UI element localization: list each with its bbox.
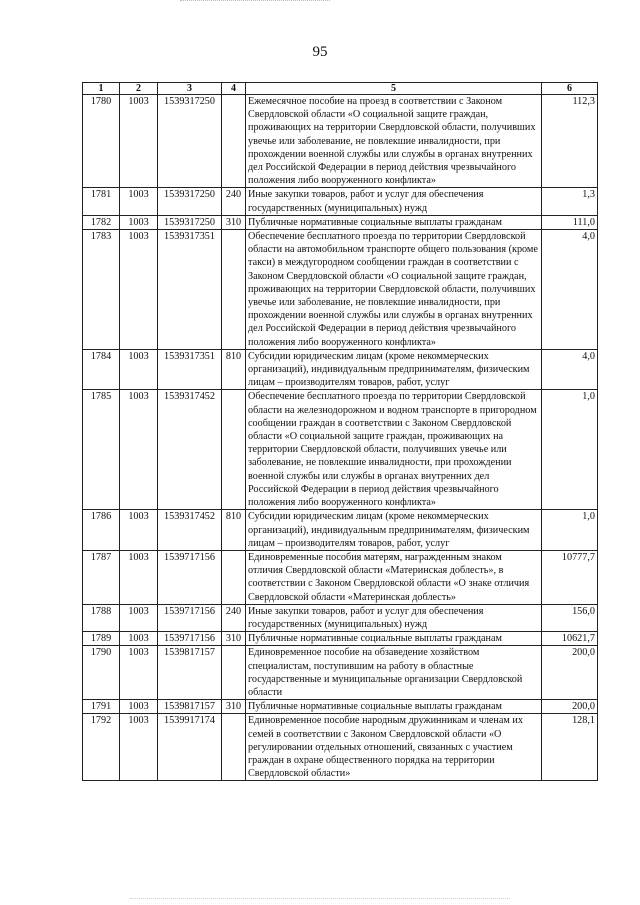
scan-edge-mark <box>180 0 330 1</box>
target-article-code-cell: 1539317351 <box>158 349 222 390</box>
amount-cell: 10777,7 <box>542 550 598 604</box>
target-article-code-cell: 1539717156 <box>158 604 222 631</box>
table-body <box>83 95 598 781</box>
budget-table <box>82 82 598 781</box>
row-number-cell: 1787 <box>83 550 120 604</box>
table-row <box>83 349 598 390</box>
expense-type-code-cell <box>222 646 246 700</box>
target-article-code-cell: 1539817157 <box>158 700 222 714</box>
expense-type-code-cell <box>222 550 246 604</box>
target-article-code-cell: 1539317452 <box>158 390 222 510</box>
amount-cell: 1,0 <box>542 390 598 510</box>
table-row <box>83 632 598 646</box>
table-row <box>83 510 598 551</box>
expense-type-code-cell <box>222 714 246 781</box>
section-code-cell: 1003 <box>120 188 158 215</box>
amount-cell: 200,0 <box>542 700 598 714</box>
section-code-cell: 1003 <box>120 700 158 714</box>
target-article-code-cell: 1539917174 <box>158 714 222 781</box>
description-cell: Публичные нормативные социальные выплаты гражданам <box>246 632 542 646</box>
section-code-cell: 1003 <box>120 632 158 646</box>
expense-type-code-cell: 240 <box>222 604 246 631</box>
table-row <box>83 215 598 229</box>
expense-type-code-cell: 810 <box>222 510 246 551</box>
description-cell: Ежемесячное пособие на проезд в соответствии с Законом Свердловской области «О социальной защите граждан, проживающих на территории Свердловской области, получивших увечье или заболевание, не повлекшие инвалидности, при прохождении военной службы или службы в органах внутренних дел Российской Федерации в период действия чрезвычайного положения либо вооруженного конфликта» <box>246 95 542 188</box>
description-cell: Обеспечение бесплатного проезда по территории Свердловской области на железнодорожном и водном транспорте в пригородном сообщении граждан в соответствии с Законом Свердловской области «О социальной защите граждан, проживающих на территории Свердловской области, получивших увечье или заболевание, не повлекшие инвалидности, при прохождении военной службы или службы в органах внутренних дел Российской Федерации в период действия чрезвычайного положения либо вооруженного конфликта» <box>246 390 542 510</box>
expense-type-code-cell: 240 <box>222 188 246 215</box>
table-row <box>83 646 598 700</box>
expense-type-code-cell <box>222 95 246 188</box>
description-cell: Иные закупки товаров, работ и услуг для обеспечения государственных (муниципальных) нужд <box>246 188 542 215</box>
table-row <box>83 188 598 215</box>
row-number-cell: 1781 <box>83 188 120 215</box>
header-col-4: 4 <box>222 83 246 95</box>
section-code-cell: 1003 <box>120 215 158 229</box>
section-code-cell: 1003 <box>120 349 158 390</box>
header-col-1: 1 <box>83 83 120 95</box>
amount-cell: 156,0 <box>542 604 598 631</box>
section-code-cell: 1003 <box>120 550 158 604</box>
expense-type-code-cell: 310 <box>222 215 246 229</box>
expense-type-code-cell: 310 <box>222 632 246 646</box>
amount-cell: 1,0 <box>542 510 598 551</box>
expense-type-code-cell <box>222 230 246 350</box>
table-row <box>83 700 598 714</box>
section-code-cell: 1003 <box>120 230 158 350</box>
table-row <box>83 604 598 631</box>
description-cell: Единовременные пособия матерям, награжденным знаком отличия Свердловской области «Материнская доблесть», в соответствии с Законом Свердловской области «О знаке отличия Свердловской области «Материнская доблесть» <box>246 550 542 604</box>
description-cell: Обеспечение бесплатного проезда по территории Свердловской области на автомобильном транспорте общего пользования (кроме такси) в междугородном сообщении граждан в соответствии с Законом Свердловской области «О социальной защите граждан, проживающих на территории Свердловской области, получивших увечье или заболевание, не повлекшие инвалидности, при прохождении военной службы или службы в органах внутренних дел Российской Федерации в период действия чрезвычайного положения либо вооруженного конфликта» <box>246 230 542 350</box>
description-cell: Иные закупки товаров, работ и услуг для обеспечения государственных (муниципальных) нужд <box>246 604 542 631</box>
scan-edge-mark-bottom <box>130 898 510 899</box>
table-header <box>83 83 598 95</box>
description-cell: Публичные нормативные социальные выплаты гражданам <box>246 700 542 714</box>
description-cell: Субсидии юридическим лицам (кроме некоммерческих организаций), индивидуальным предпринимателям, физическим лицам – производителям товаров, работ, услуг <box>246 349 542 390</box>
amount-cell: 10621,7 <box>542 632 598 646</box>
description-cell: Публичные нормативные социальные выплаты гражданам <box>246 215 542 229</box>
table-row <box>83 95 598 188</box>
amount-cell: 4,0 <box>542 349 598 390</box>
amount-cell: 4,0 <box>542 230 598 350</box>
target-article-code-cell: 1539717156 <box>158 550 222 604</box>
target-article-code-cell: 1539817157 <box>158 646 222 700</box>
target-article-code-cell: 1539717156 <box>158 632 222 646</box>
row-number-cell: 1780 <box>83 95 120 188</box>
expense-type-code-cell: 310 <box>222 700 246 714</box>
expense-type-code-cell: 810 <box>222 349 246 390</box>
row-number-cell: 1786 <box>83 510 120 551</box>
table-row <box>83 550 598 604</box>
section-code-cell: 1003 <box>120 646 158 700</box>
amount-cell: 111,0 <box>542 215 598 229</box>
description-cell: Субсидии юридическим лицам (кроме некоммерческих организаций), индивидуальным предпринимателям, физическим лицам – производителям товаров, работ, услуг <box>246 510 542 551</box>
page-number: 95 <box>312 44 328 60</box>
row-number-cell: 1790 <box>83 646 120 700</box>
header-col-2: 2 <box>120 83 158 95</box>
table-row <box>83 230 598 350</box>
section-code-cell: 1003 <box>120 390 158 510</box>
table-row <box>83 390 598 510</box>
section-code-cell: 1003 <box>120 510 158 551</box>
row-number-cell: 1792 <box>83 714 120 781</box>
row-number-cell: 1788 <box>83 604 120 631</box>
target-article-code-cell: 1539317351 <box>158 230 222 350</box>
description-cell: Единовременное пособие на обзаведение хозяйством специалистам, поступившим на работу в областные государственные и муниципальные организации Свердловской области <box>246 646 542 700</box>
target-article-code-cell: 1539317250 <box>158 215 222 229</box>
amount-cell: 112,3 <box>542 95 598 188</box>
header-col-3: 3 <box>158 83 222 95</box>
row-number-cell: 1784 <box>83 349 120 390</box>
amount-cell: 128,1 <box>542 714 598 781</box>
expense-type-code-cell <box>222 390 246 510</box>
target-article-code-cell: 1539317452 <box>158 510 222 551</box>
header-row <box>83 83 598 95</box>
section-code-cell: 1003 <box>120 95 158 188</box>
description-cell: Единовременное пособие народным дружинникам и членам их семей в соответствии с Законом Свердловской области «О регулировании отдельных отношений, связанных с участием граждан в охране общественного порядка на территории Свердловской области» <box>246 714 542 781</box>
row-number-cell: 1785 <box>83 390 120 510</box>
row-number-cell: 1791 <box>83 700 120 714</box>
amount-cell: 200,0 <box>542 646 598 700</box>
target-article-code-cell: 1539317250 <box>158 95 222 188</box>
amount-cell: 1,3 <box>542 188 598 215</box>
section-code-cell: 1003 <box>120 714 158 781</box>
row-number-cell: 1783 <box>83 230 120 350</box>
header-col-5: 5 <box>246 83 542 95</box>
section-code-cell: 1003 <box>120 604 158 631</box>
table-row <box>83 714 598 781</box>
row-number-cell: 1782 <box>83 215 120 229</box>
row-number-cell: 1789 <box>83 632 120 646</box>
target-article-code-cell: 1539317250 <box>158 188 222 215</box>
header-col-6: 6 <box>542 83 598 95</box>
